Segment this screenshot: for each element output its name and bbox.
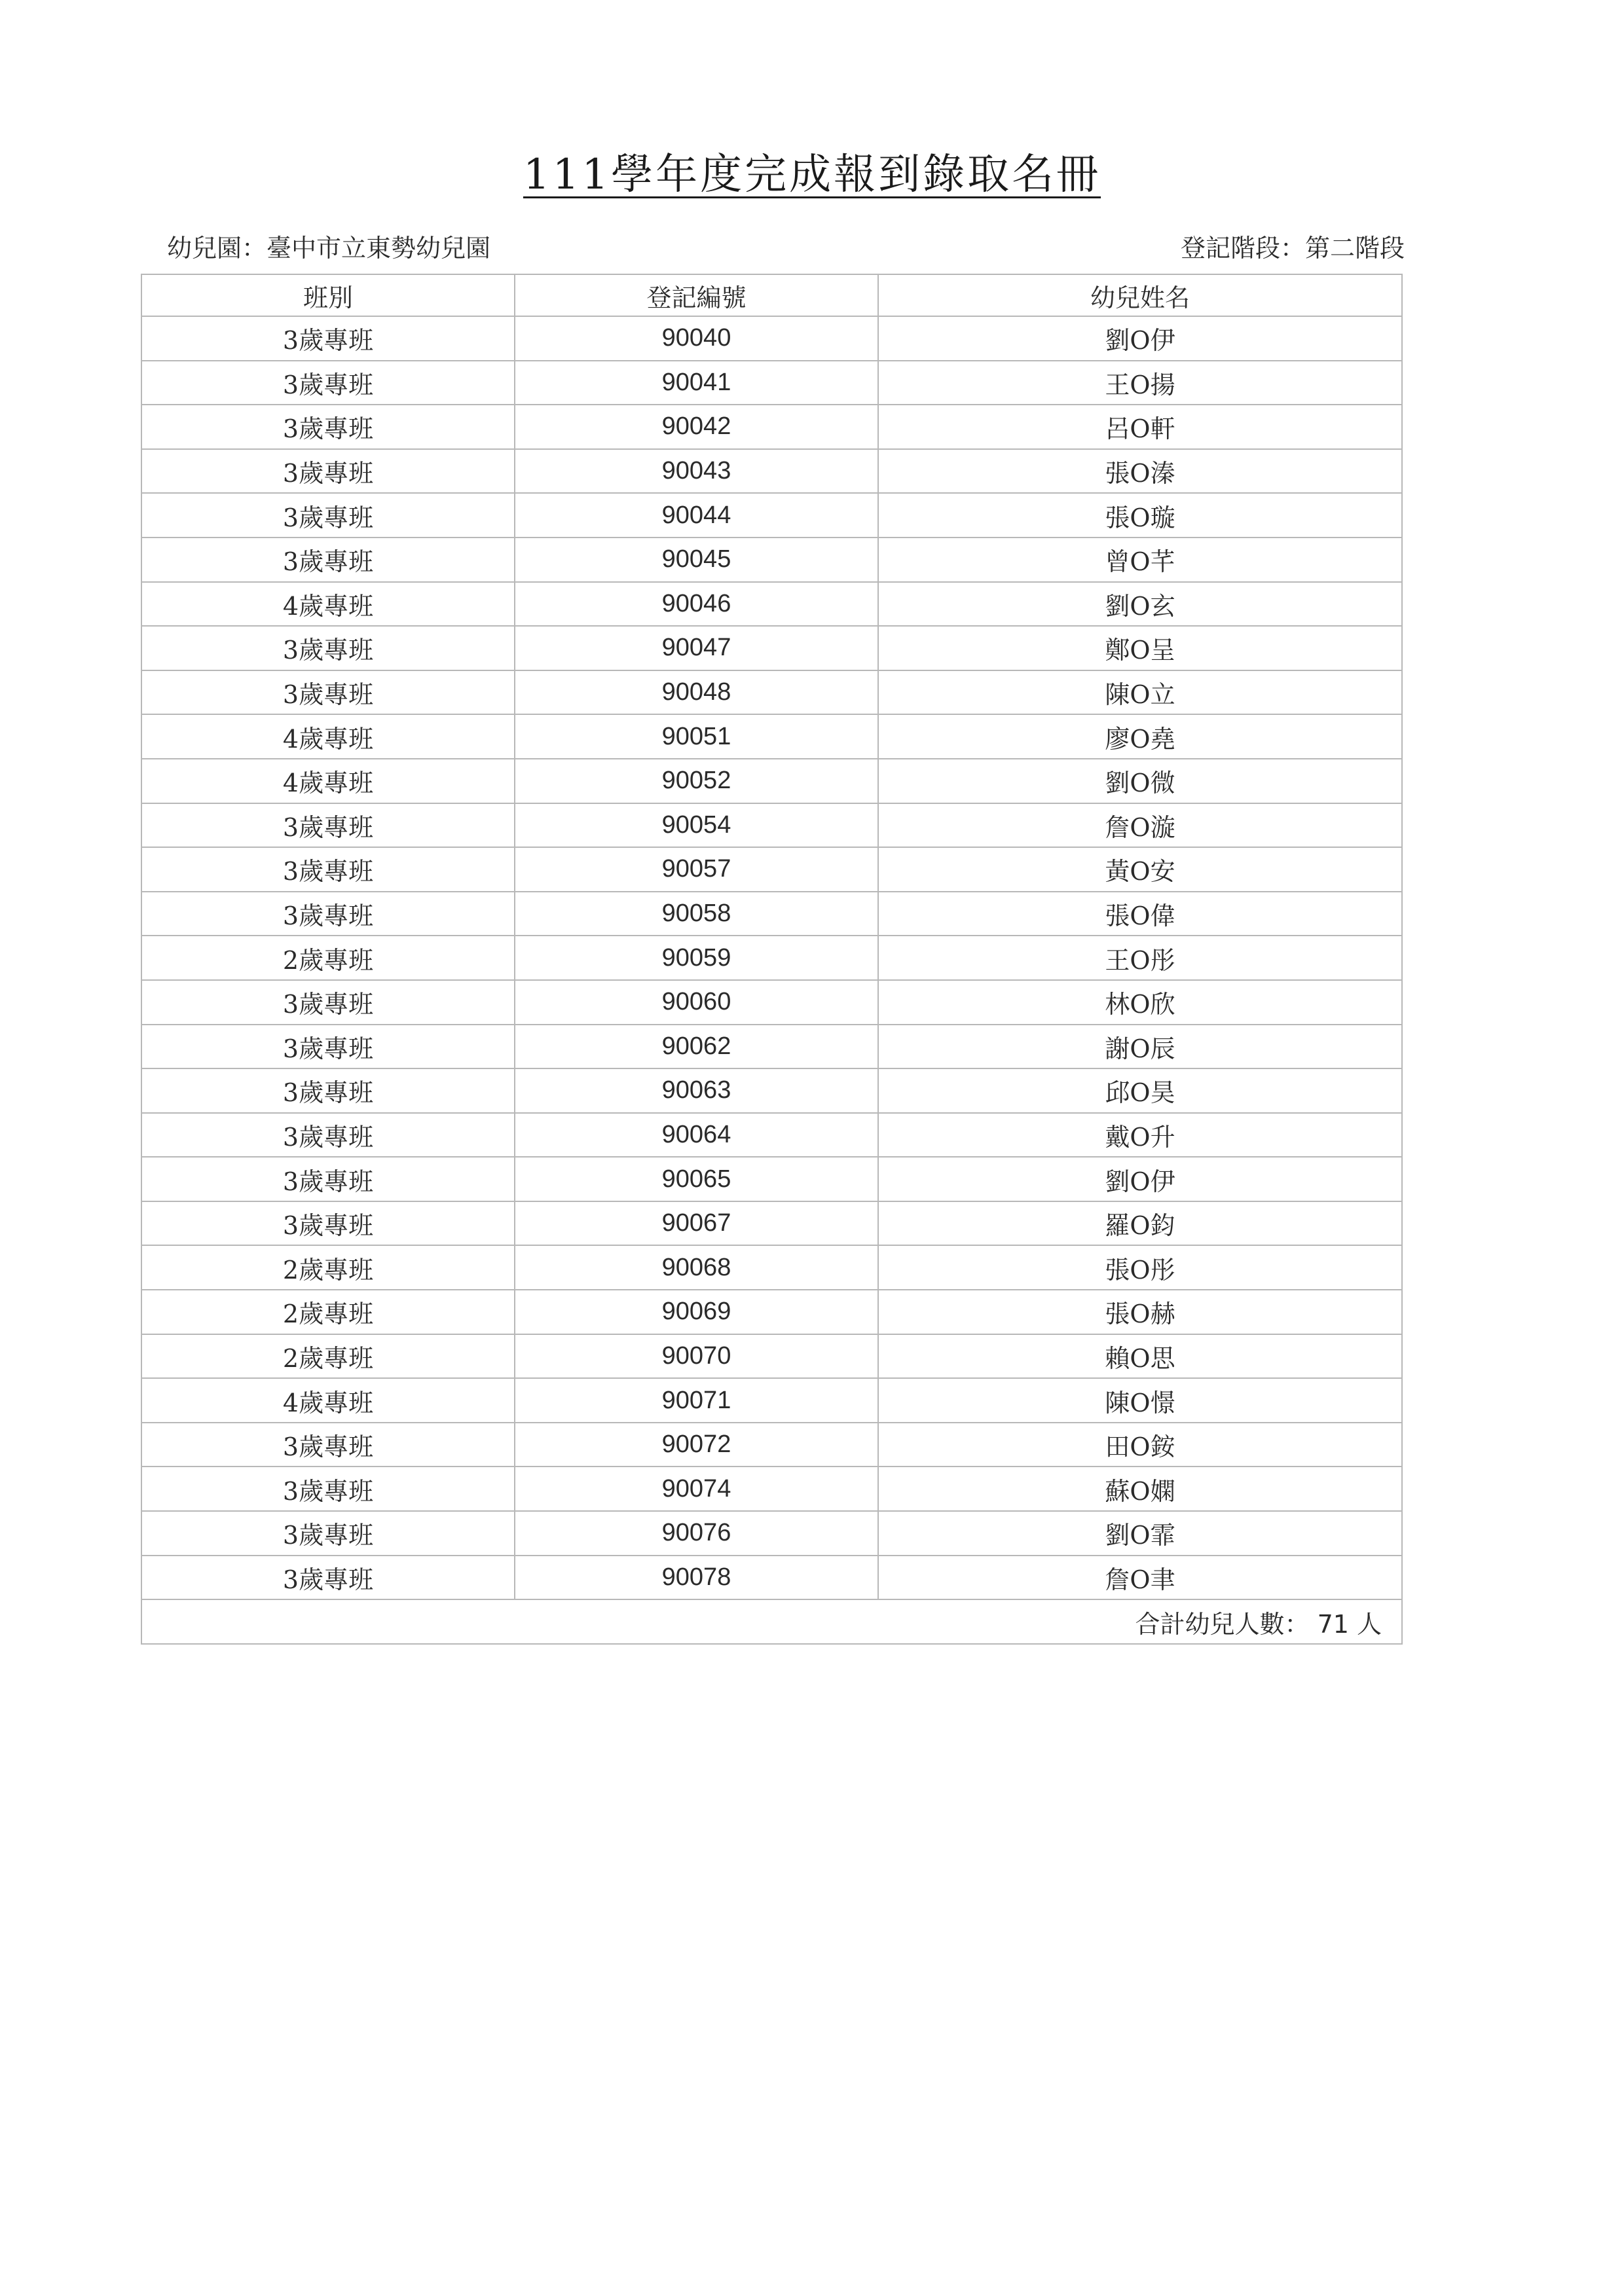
child-name-cell: 劉O微 <box>878 759 1402 803</box>
class-cell: 3歲專班 <box>141 1423 515 1467</box>
child-name-cell: 張O赫 <box>878 1290 1402 1334</box>
registration-number-cell: 90041 <box>515 361 878 405</box>
table-row <box>141 1245 1402 1290</box>
column-header-class: 班別 <box>141 274 515 316</box>
child-name-cell: 林O欣 <box>878 980 1402 1025</box>
table-row <box>141 1113 1402 1157</box>
registration-stage-label: 登記階段：第二階段 <box>1180 234 1405 263</box>
child-name-cell: 詹O聿 <box>878 1556 1402 1600</box>
class-cell: 3歲專班 <box>141 1201 515 1246</box>
child-name-cell: 廖O堯 <box>878 714 1402 759</box>
class-cell: 3歲專班 <box>141 847 515 892</box>
column-header-child-name: 幼兒姓名 <box>878 274 1402 316</box>
class-cell: 4歲專班 <box>141 1378 515 1423</box>
class-cell: 2歲專班 <box>141 1290 515 1334</box>
class-cell: 4歲專班 <box>141 759 515 803</box>
registration-number-cell: 90057 <box>515 847 878 892</box>
registration-number-cell: 90054 <box>515 803 878 848</box>
child-name-cell: 陳O憬 <box>878 1378 1402 1423</box>
child-name-cell: 黃O安 <box>878 847 1402 892</box>
table-row <box>141 980 1402 1025</box>
table-row <box>141 538 1402 582</box>
registration-number-cell: 90048 <box>515 670 878 715</box>
table-row <box>141 405 1402 449</box>
table-footer <box>141 1599 1402 1644</box>
table-row <box>141 803 1402 848</box>
registration-number-cell: 90051 <box>515 714 878 759</box>
registration-number-cell: 90047 <box>515 626 878 670</box>
registration-number-cell: 90042 <box>515 405 878 449</box>
enrollment-table <box>141 274 1403 1645</box>
child-name-cell: 王O揚 <box>878 361 1402 405</box>
table-row <box>141 1423 1402 1467</box>
table-row <box>141 847 1402 892</box>
table-row <box>141 1290 1402 1334</box>
child-name-cell: 謝O辰 <box>878 1025 1402 1069</box>
table-row <box>141 670 1402 715</box>
class-cell: 3歲專班 <box>141 538 515 582</box>
table-row <box>141 582 1402 627</box>
child-name-cell: 張O彤 <box>878 1245 1402 1290</box>
child-name-cell: 賴O思 <box>878 1334 1402 1379</box>
class-cell: 4歲專班 <box>141 714 515 759</box>
table-row <box>141 1157 1402 1201</box>
table-row <box>141 1556 1402 1600</box>
class-cell: 3歲專班 <box>141 405 515 449</box>
child-name-cell: 劉O伊 <box>878 316 1402 361</box>
class-cell: 3歲專班 <box>141 449 515 494</box>
child-name-cell: 劉O霏 <box>878 1511 1402 1556</box>
total-children-count: 合計幼兒人數： 71 人 <box>141 1599 1402 1644</box>
registration-number-cell: 90058 <box>515 892 878 936</box>
table-row <box>141 626 1402 670</box>
registration-number-cell: 90064 <box>515 1113 878 1157</box>
registration-number-cell: 90040 <box>515 316 878 361</box>
child-name-cell: 戴O升 <box>878 1113 1402 1157</box>
registration-number-cell: 90062 <box>515 1025 878 1069</box>
child-name-cell: 陳O立 <box>878 670 1402 715</box>
class-cell: 3歲專班 <box>141 1157 515 1201</box>
class-cell: 3歲專班 <box>141 626 515 670</box>
registration-number-cell: 90067 <box>515 1201 878 1246</box>
table-row <box>141 1334 1402 1379</box>
registration-number-cell: 90059 <box>515 936 878 980</box>
class-cell: 3歲專班 <box>141 1511 515 1556</box>
registration-number-cell: 90044 <box>515 493 878 538</box>
registration-number-cell: 90078 <box>515 1556 878 1600</box>
table-row <box>141 892 1402 936</box>
document-title-text: 111學年度完成報到錄取名冊 <box>523 151 1101 199</box>
child-name-cell: 羅O鈞 <box>878 1201 1402 1246</box>
registration-number-cell: 90068 <box>515 1245 878 1290</box>
registration-number-cell: 90069 <box>515 1290 878 1334</box>
column-header-registration-number: 登記編號 <box>515 274 878 316</box>
kindergarten-label: 幼兒園：臺中市立東勢幼兒園 <box>167 234 491 263</box>
table-row <box>141 1201 1402 1246</box>
class-cell: 3歲專班 <box>141 1025 515 1069</box>
registration-number-cell: 90063 <box>515 1068 878 1113</box>
table-row <box>141 759 1402 803</box>
class-cell: 2歲專班 <box>141 1245 515 1290</box>
registration-number-cell: 90074 <box>515 1467 878 1511</box>
class-cell: 3歲專班 <box>141 892 515 936</box>
class-cell: 3歲專班 <box>141 361 515 405</box>
table-row <box>141 1511 1402 1556</box>
total-row <box>141 1599 1402 1644</box>
table-row <box>141 936 1402 980</box>
class-cell: 3歲專班 <box>141 1556 515 1600</box>
class-cell: 3歲專班 <box>141 1467 515 1511</box>
child-name-cell: 張O璇 <box>878 493 1402 538</box>
table-row <box>141 714 1402 759</box>
table-header <box>141 274 1402 316</box>
class-cell: 3歲專班 <box>141 670 515 715</box>
registration-number-cell: 90065 <box>515 1157 878 1201</box>
table-row <box>141 1068 1402 1113</box>
child-name-cell: 蘇O嫻 <box>878 1467 1402 1511</box>
header-row <box>141 274 1402 316</box>
registration-number-cell: 90043 <box>515 449 878 494</box>
document-title <box>0 141 1624 201</box>
registration-number-cell: 90052 <box>515 759 878 803</box>
registration-number-cell: 90071 <box>515 1378 878 1423</box>
child-name-cell: 劉O伊 <box>878 1157 1402 1201</box>
child-name-cell: 邱O昊 <box>878 1068 1402 1113</box>
registration-number-cell: 90076 <box>515 1511 878 1556</box>
table-row <box>141 449 1402 494</box>
registration-number-cell: 90060 <box>515 980 878 1025</box>
child-name-cell: 劉O玄 <box>878 582 1402 627</box>
class-cell: 3歲專班 <box>141 980 515 1025</box>
table-row <box>141 1025 1402 1069</box>
registration-number-cell: 90070 <box>515 1334 878 1379</box>
class-cell: 3歲專班 <box>141 1068 515 1113</box>
table-row <box>141 361 1402 405</box>
child-name-cell: 田O銨 <box>878 1423 1402 1467</box>
child-name-cell: 曾O芊 <box>878 538 1402 582</box>
class-cell: 3歲專班 <box>141 493 515 538</box>
class-cell: 3歲專班 <box>141 803 515 848</box>
table-row <box>141 1378 1402 1423</box>
table-row <box>141 1467 1402 1511</box>
class-cell: 3歲專班 <box>141 1113 515 1157</box>
class-cell: 4歲專班 <box>141 582 515 627</box>
table-body <box>141 316 1402 1599</box>
child-name-cell: 張O溱 <box>878 449 1402 494</box>
class-cell: 3歲專班 <box>141 316 515 361</box>
class-cell: 2歲專班 <box>141 1334 515 1379</box>
table-row <box>141 493 1402 538</box>
child-name-cell: 王O彤 <box>878 936 1402 980</box>
child-name-cell: 呂O軒 <box>878 405 1402 449</box>
child-name-cell: 張O偉 <box>878 892 1402 936</box>
child-name-cell: 詹O漩 <box>878 803 1402 848</box>
class-cell: 2歲專班 <box>141 936 515 980</box>
registration-number-cell: 90045 <box>515 538 878 582</box>
registration-number-cell: 90072 <box>515 1423 878 1467</box>
table-row <box>141 316 1402 361</box>
registration-number-cell: 90046 <box>515 582 878 627</box>
child-name-cell: 鄭O呈 <box>878 626 1402 670</box>
